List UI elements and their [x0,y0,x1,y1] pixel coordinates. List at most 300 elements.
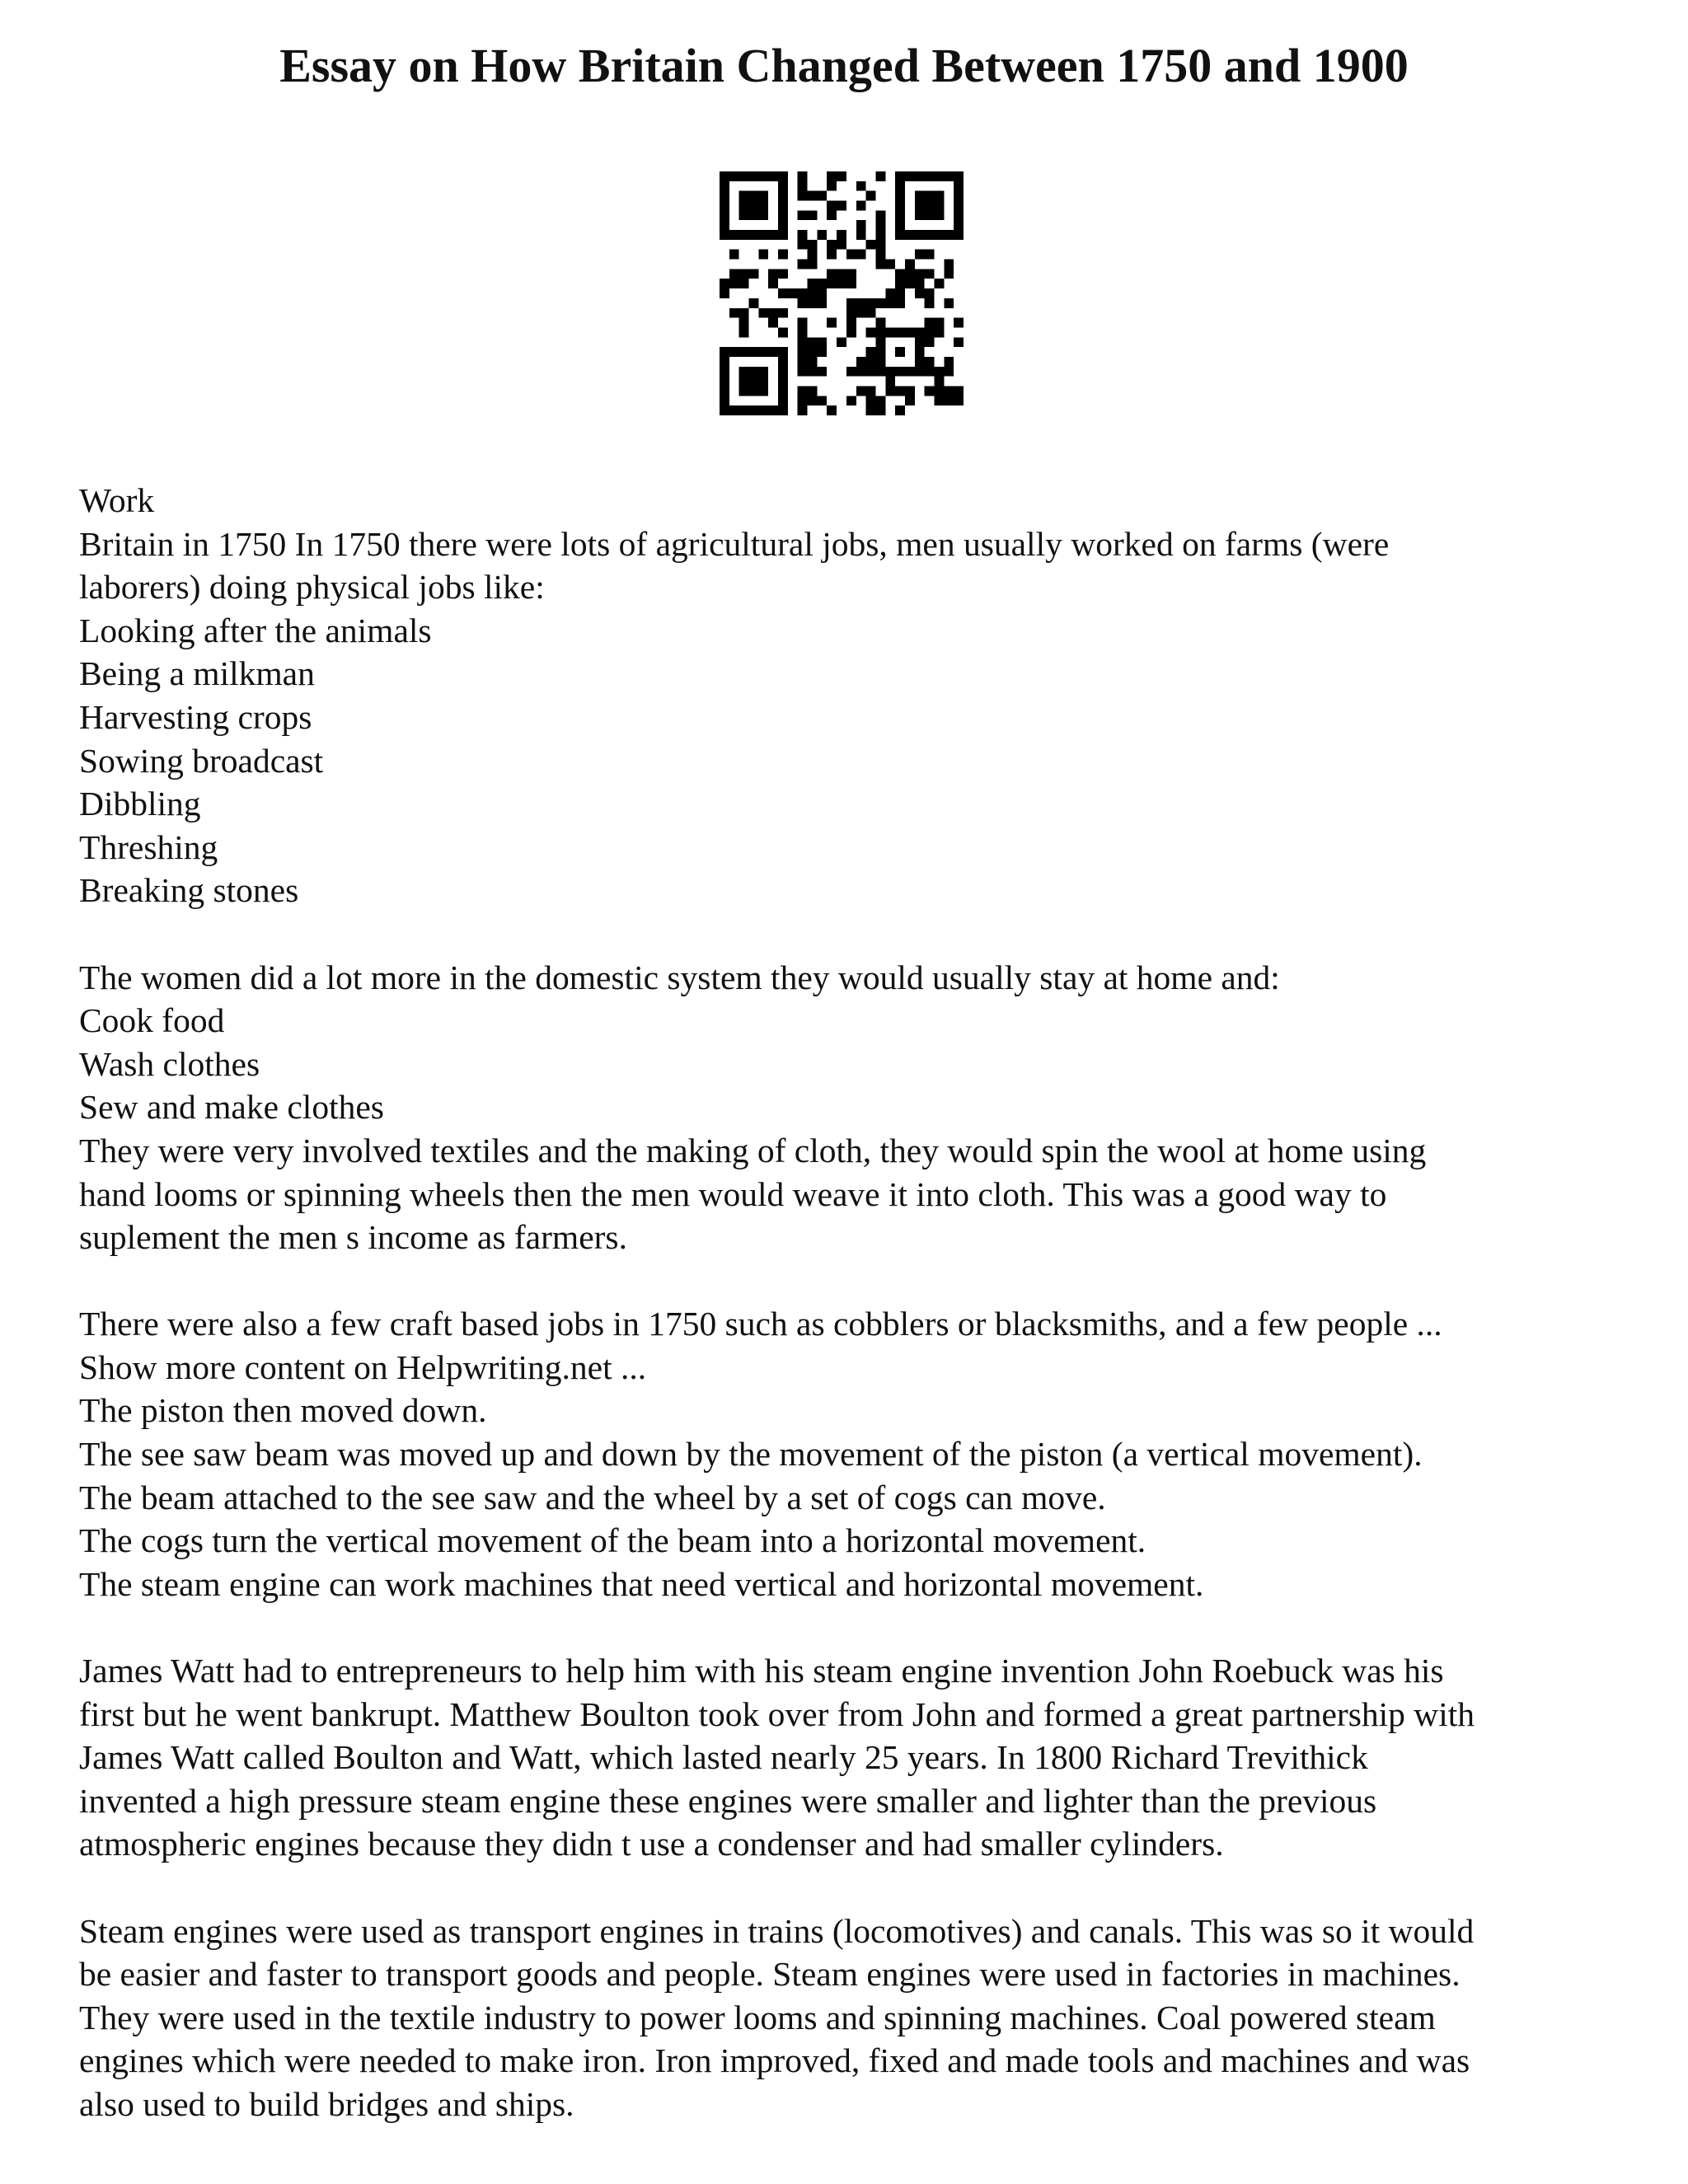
qr-module [758,201,768,211]
paragraph-gap [79,1605,1629,1649]
qr-module [866,357,876,367]
qr-module [875,171,885,181]
qr-module [856,201,866,211]
qr-module [778,181,788,191]
qr-module [866,327,876,337]
qr-module [954,210,964,220]
qr-module [925,337,935,347]
qr-module [837,201,846,211]
qr-module [885,327,895,337]
qr-module [895,367,905,377]
text-line: hand looms or spinning wheels then the men would weave it into cloth. This was a good way to [79,1174,1387,1213]
qr-module [875,240,885,250]
qr-module [720,405,729,415]
qr-module [798,318,808,328]
qr-module [925,357,935,367]
qr-module [798,367,808,377]
qr-module [915,347,925,357]
text-line: The steam engine can work machines that need vertical and horizontal movement. [79,1564,1204,1603]
qr-module [846,298,856,308]
qr-module [729,308,739,318]
qr-module [875,220,885,230]
qr-module [954,318,964,328]
qr-module [866,240,876,250]
qr-module [798,191,808,201]
qr-module [758,386,768,396]
qr-module [778,210,788,220]
qr-module [729,230,739,240]
qr-module [758,347,768,357]
qr-module [837,337,846,347]
qr-module [905,171,915,181]
qr-module [817,396,827,405]
qr-module [875,210,885,220]
essay-body [79,479,1629,2126]
qr-module [739,210,749,220]
qr-module [895,327,905,337]
qr-module [866,367,876,377]
paragraph-gap [79,1866,1629,1910]
qr-module [729,171,739,181]
text-line: Sew and make clothes [79,1088,384,1127]
qr-module [885,367,895,377]
qr-module [808,347,818,357]
qr-module [778,201,788,211]
qr-module [720,181,729,191]
qr-module [720,347,729,357]
qr-module [915,279,925,288]
qr-module [739,230,749,240]
qr-module [895,171,905,181]
qr-module [827,279,837,288]
qr-module [749,201,759,211]
qr-module [739,279,749,288]
qr-module [875,260,885,269]
qr-module [768,269,778,279]
qr-module [934,367,944,377]
qr-module [944,367,954,377]
qr-module [739,201,749,211]
qr-module [905,367,915,377]
qr-module [778,347,788,357]
text-line: suplement the men s income as farmers. [79,1218,627,1257]
qr-module [856,250,866,260]
qr-module [915,171,925,181]
text-line: Work [79,481,155,519]
qr-module [885,260,895,269]
paragraph [79,1910,1629,2126]
qr-module [827,201,837,211]
qr-module [837,240,846,250]
qr-module [720,367,729,377]
qr-module [739,405,749,415]
text-line: invented a high pressure steam engine these engines were smaller and lighter than the previous [79,1781,1377,1820]
text-line: Looking after the animals [79,611,432,649]
qr-module [749,386,759,396]
text-line: laborers) doing physical jobs like: [79,568,545,607]
text-line: Being a milkman [79,654,315,693]
qr-module [866,191,876,201]
qr-module [915,357,925,367]
qr-module [915,201,925,211]
qr-module [895,279,905,288]
qr-module [925,230,935,240]
qr-module [739,269,749,279]
text-line: James Watt called Boulton and Watt, which lasted nearly 25 years. In 1800 Richard Trevithick [79,1738,1368,1777]
qr-module [749,405,759,415]
qr-code-icon [720,171,964,415]
qr-module [954,386,964,396]
qr-module [846,367,856,377]
qr-module [729,279,739,288]
qr-module [817,288,827,298]
qr-module [915,288,925,298]
qr-module [758,367,768,377]
qr-module [934,318,944,328]
qr-module [895,191,905,201]
qr-module [875,298,885,308]
qr-module [866,396,876,405]
qr-module [915,230,925,240]
qr-module [768,347,778,357]
qr-module [934,191,944,201]
qr-module [798,298,808,308]
qr-module [827,269,837,279]
qr-module [915,367,925,377]
qr-module [798,171,808,181]
text-line: Threshing [79,827,218,866]
qr-module [895,269,905,279]
qr-module [778,405,788,415]
qr-module [798,240,808,250]
qr-module [768,308,778,318]
qr-module [954,396,964,405]
qr-module [808,288,818,298]
qr-module [875,230,885,240]
qr-module [720,396,729,405]
qr-module [729,347,739,357]
text-line: They were very involved textiles and the making of cloth, they would spin the wool at home using [79,1131,1427,1169]
text-line: Show more content on Helpwriting.net ... [79,1347,647,1386]
qr-module [798,210,808,220]
qr-module [749,298,759,308]
qr-module [915,337,925,347]
paragraph-gap [79,912,1629,956]
qr-module [720,386,729,396]
qr-module [778,308,788,318]
qr-module [808,367,818,377]
text-line: There were also a few craft based jobs in 1750 such as cobblers or blacksmiths, and a few people ... [79,1305,1442,1343]
qr-module [720,220,729,230]
qr-module [808,298,818,308]
text-line: Breaking stones [79,871,299,910]
qr-module [856,357,866,367]
qr-module [720,201,729,211]
qr-module [768,171,778,181]
qr-module [885,288,895,298]
qr-module [808,337,818,347]
qr-module [905,269,915,279]
qr-module [875,347,885,357]
qr-module [925,386,935,396]
qr-module [915,191,925,201]
qr-module [944,357,954,367]
paragraph-gap [79,1259,1629,1303]
qr-module [720,230,729,240]
qr-module [778,367,788,377]
qr-module [778,220,788,230]
qr-module [954,181,964,191]
qr-module [788,288,798,298]
text-line: Wash clothes [79,1044,260,1083]
qr-module [808,396,818,405]
qr-module [758,377,768,387]
qr-module [895,210,905,220]
text-line: The piston then moved down. [79,1391,487,1430]
qr-module [749,191,759,201]
qr-module [954,201,964,211]
text-line: Britain in 1750 In 1750 there were lots of agricultural jobs, men usually worked on farms (were [79,524,1390,563]
qr-module [856,298,866,308]
paragraph [79,956,1629,1259]
qr-module [866,308,876,318]
text-line: Dibbling [79,785,201,823]
qr-module [827,181,837,191]
qr-module [729,250,739,260]
qr-module [798,337,808,347]
qr-module [925,288,935,298]
qr-module [729,405,739,415]
qr-module [866,298,876,308]
qr-module [934,279,944,288]
qr-module [875,396,885,405]
qr-module [934,171,944,181]
paragraph [79,479,1629,912]
qr-module [720,357,729,367]
text-line: Harvesting crops [79,697,312,736]
qr-module [749,367,759,377]
qr-module [798,357,808,367]
qr-module [827,171,837,181]
qr-module [720,171,729,181]
qr-module [944,386,954,396]
qr-module [837,279,846,288]
qr-module [739,171,749,181]
qr-module [925,298,935,308]
qr-module [817,191,827,201]
qr-module [856,230,866,240]
qr-module [758,230,768,240]
qr-module [925,318,935,328]
qr-module [827,318,837,328]
qr-module [798,396,808,405]
qr-module [846,308,856,318]
qr-module [925,250,935,260]
text-line: James Watt had to entrepreneurs to help him with his steam engine invention John Roebuck was his [79,1652,1444,1690]
qr-module [915,327,925,337]
paragraph [79,1649,1629,1866]
qr-module [905,396,915,405]
qr-module [778,230,788,240]
qr-module [778,377,788,387]
qr-module [954,171,964,181]
qr-module [749,210,759,220]
qr-module [808,210,818,220]
qr-module [944,171,954,181]
text-line: engines which were needed to make iron. Iron improved, fixed and made tools and machines and was [79,2041,1470,2080]
qr-module [885,298,895,308]
qr-module [925,191,935,201]
qr-module [905,230,915,240]
text-line: Cook food [79,1001,225,1040]
qr-module [925,269,935,279]
qr-module [934,396,944,405]
qr-module [808,357,818,367]
qr-module [846,327,856,337]
text-line: Steam engines were used as transport engines in trains (locomotives) and canals. This was so it would [79,1911,1475,1950]
qr-module [866,405,876,415]
qr-module [925,171,935,181]
qr-module [856,308,866,318]
qr-module [895,201,905,211]
qr-module [895,298,905,308]
qr-module [778,171,788,181]
qr-module [720,288,729,298]
qr-module [798,230,808,240]
qr-module [905,279,915,288]
qr-module [758,171,768,181]
qr-module [720,377,729,387]
qr-module [925,327,935,337]
qr-module [866,386,876,396]
qr-module [944,260,954,269]
qr-module [778,327,788,337]
qr-module [846,250,856,260]
qr-module [827,240,837,250]
qr-module [885,386,895,396]
qr-module [895,181,905,191]
qr-module [895,220,905,230]
qr-module [944,269,954,279]
text-line: The cogs turn the vertical movement of the beam into a horizontal movement. [79,1521,1146,1560]
qr-module [798,288,808,298]
qr-module [934,230,944,240]
qr-module [749,171,759,181]
qr-module [778,386,788,396]
qr-module [778,396,788,405]
qr-module [768,279,778,288]
qr-module [739,367,749,377]
qr-module [749,230,759,240]
qr-module [954,337,964,347]
qr-module [768,318,778,328]
qr-module [954,220,964,230]
qr-module [817,230,827,240]
qr-module [808,250,818,260]
text-line: Sowing broadcast [79,741,324,780]
qr-module [720,191,729,201]
qr-module [798,347,808,357]
qr-module [856,181,866,191]
qr-module [749,347,759,357]
qr-module [739,377,749,387]
qr-module [749,269,759,279]
qr-module [808,240,818,250]
qr-module [934,201,944,211]
text-line: They were used in the textile industry to power looms and spinning machines. Coal powered steam [79,1998,1436,2036]
qr-module [827,250,837,260]
qr-module [905,327,915,337]
qr-module [768,230,778,240]
qr-module [846,269,856,279]
qr-module [720,279,729,288]
qr-module [817,337,827,347]
qr-module [905,386,915,396]
qr-module [954,191,964,201]
qr-module [944,396,954,405]
qr-module [817,279,827,288]
page-title: Essay on How Britain Changed Between 1750 and 1900 [279,39,1409,92]
qr-module [778,191,788,201]
qr-module [817,367,827,377]
qr-module [808,279,818,288]
qr-module [778,288,788,298]
text-line: The see saw beam was moved up and down by the movement of the piston (a vertical movement). [79,1435,1423,1474]
text-line: The women did a lot more in the domestic system they would usually stay at home and: [79,958,1280,996]
qr-module [808,386,818,396]
qr-module [875,250,885,260]
qr-module [827,210,837,220]
qr-module [778,250,788,260]
qr-module [739,308,749,318]
qr-module [875,327,885,337]
qr-module [856,220,866,230]
qr-module [895,230,905,240]
qr-module [944,298,954,308]
qr-module [808,260,818,269]
qr-module [846,396,856,405]
qr-module [895,347,905,357]
qr-module [846,318,856,328]
qr-module [875,357,885,367]
qr-module [798,386,808,396]
qr-module [934,386,944,396]
qr-module [895,405,905,415]
qr-module [798,405,808,415]
qr-module [739,327,749,337]
qr-module [856,386,866,396]
qr-module [739,318,749,328]
text-line: atmospheric engines because they didn t use a condenser and had smaller cylinders. [79,1825,1224,1863]
qr-module [885,377,895,387]
qr-module [758,210,768,220]
qr-module [944,230,954,240]
qr-module [915,210,925,220]
text-line: The beam attached to the see saw and the wheel by a set of cogs can move. [79,1478,1106,1516]
qr-module [758,405,768,415]
qr-module [915,269,925,279]
qr-module [837,269,846,279]
qr-module [817,347,827,357]
qr-module [925,210,935,220]
qr-module [934,377,944,387]
text-line: be easier and faster to transport goods and people. Steam engines were used in factories in machines. [79,1955,1461,1994]
qr-module [720,210,729,220]
qr-module [875,318,885,328]
qr-module [768,405,778,415]
qr-module [749,377,759,387]
qr-module [856,367,866,377]
